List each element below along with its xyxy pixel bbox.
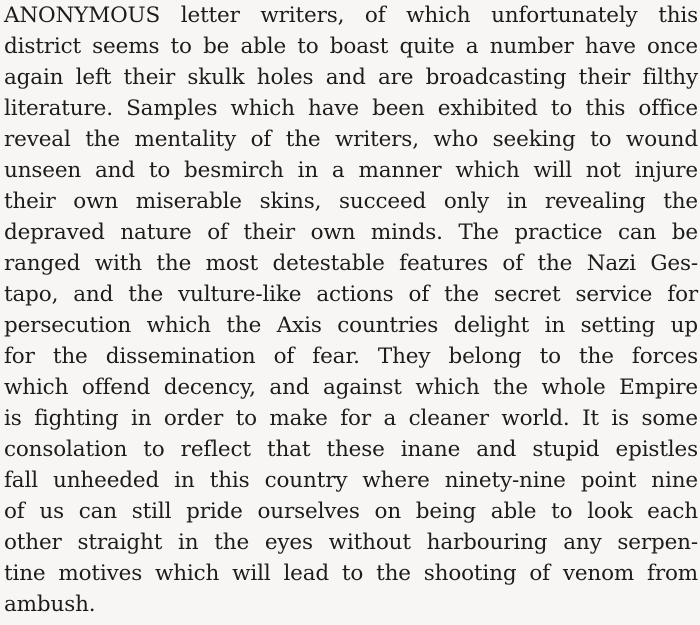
article-line: their own miserable skins, succeed only in revealing the <box>4 189 698 214</box>
article-line: consolation to reflect that these inane and stupid epistles <box>4 437 698 462</box>
article-line: depraved nature of their own minds. The practice can be <box>4 220 698 245</box>
article-line: is fighting in order to make for a cleaner world. It is some <box>4 406 698 431</box>
article-line: ANONYMOUS letter writers, of which unfortunately this <box>4 3 698 28</box>
article-line: which offend decency, and against which the whole Empire <box>4 375 698 400</box>
article-text <box>4 0 698 625</box>
article-line: fall unheeded in this country where ninety-nine point nine <box>4 468 698 493</box>
article-line: ambush. <box>4 592 96 617</box>
article-line: persecution which the Axis countries delight in setting up <box>4 313 698 338</box>
article-line: for the dissemination of fear. They belong to the forces <box>4 344 698 369</box>
article-line: unseen and to besmirch in a manner which will not injure <box>4 158 698 183</box>
article-line: tine motives which will lead to the shooting of venom from <box>4 561 698 586</box>
article-line: other straight in the eyes without harbouring any serpen- <box>4 530 698 555</box>
article-line: literature. Samples which have been exhibited to this office <box>4 96 698 121</box>
article-line: district seems to be able to boast quite a number have once <box>4 34 698 59</box>
article-line: of us can still pride ourselves on being able to look each <box>4 499 698 524</box>
article-line: tapo, and the vulture-like actions of the secret service for <box>4 282 698 307</box>
article-line: ranged with the most detestable features of the Nazi Ges- <box>4 251 698 276</box>
article-line: again left their skulk holes and are broadcasting their filthy <box>4 65 698 90</box>
article-line: reveal the mentality of the writers, who seeking to wound <box>4 127 698 152</box>
